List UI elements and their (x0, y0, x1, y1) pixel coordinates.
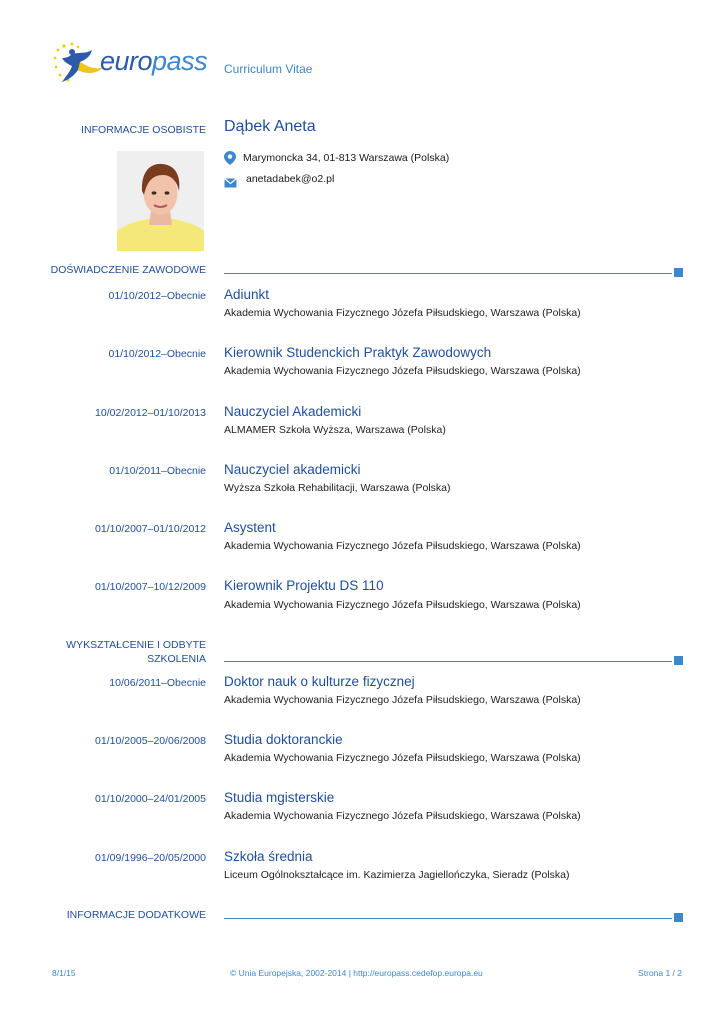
education-label-line-1: WYKSZTAŁCENIE I ODBYTE (66, 639, 206, 651)
avatar (117, 151, 204, 251)
education-org: Akademia Wychowania Fizycznego Józefa Piłsudskiego, Warszawa (Polska) (224, 810, 581, 822)
email-link[interactable]: anetadabek@o2.pl (246, 173, 335, 185)
education-date: 10/06/2011–Obecnie (109, 677, 206, 689)
experience-org: Akademia Wychowania Fizycznego Józefa Piłsudskiego, Warszawa (Polska) (224, 540, 581, 552)
education-org: Akademia Wychowania Fizycznego Józefa Piłsudskiego, Warszawa (Polska) (224, 694, 581, 706)
section-divider (224, 273, 672, 274)
experience-org: Wyższa Szkoła Rehabilitacji, Warszawa (Polska) (224, 482, 451, 494)
europass-logo (50, 40, 210, 88)
education-title: Studia doktoranckie (224, 732, 343, 747)
experience-date: 01/10/2007–10/12/2009 (95, 581, 206, 593)
experience-org: Akademia Wychowania Fizycznego Józefa Piłsudskiego, Warszawa (Polska) (224, 365, 581, 377)
section-divider-marker (674, 268, 683, 277)
experience-org: Akademia Wychowania Fizycznego Józefa Piłsudskiego, Warszawa (Polska) (224, 599, 581, 611)
logo-text-euro: euro (100, 46, 153, 76)
additional-info-section-label: INFORMACJE DODATKOWE (66, 909, 206, 921)
education-date: 01/10/2000–24/01/2005 (95, 793, 206, 805)
experience-title: Adiunkt (224, 287, 270, 302)
education-org: Liceum Ogólnokształcące im. Kazimierza Jagiellończyka, Sieradz (Polska) (224, 869, 570, 881)
experience-section-label: DOŚWIADCZENIE ZAWODOWE (50, 264, 206, 276)
experience-title: Asystent (224, 520, 276, 535)
footer-date: 8/1/15 (52, 968, 76, 978)
experience-date: 10/02/2012–01/10/2013 (95, 407, 206, 419)
education-org: Akademia Wychowania Fizycznego Józefa Piłsudskiego, Warszawa (Polska) (224, 752, 581, 764)
section-divider-marker (674, 656, 683, 665)
education-title: Szkoła średnia (224, 849, 313, 864)
personal-info-section-label: INFORMACJE OSOBISTE (81, 124, 206, 136)
education-label-line-2: SZKOLENIA (147, 653, 206, 665)
section-divider (224, 918, 672, 919)
experience-date: 01/10/2012–Obecnie (108, 290, 206, 302)
experience-date: 01/10/2007–01/10/2012 (95, 523, 206, 535)
experience-date: 01/10/2011–Obecnie (109, 465, 206, 477)
document-title: Curriculum Vitae (224, 62, 313, 76)
experience-title: Nauczyciel akademicki (224, 462, 361, 477)
section-divider (224, 661, 672, 662)
education-section-label (16, 638, 206, 666)
section-divider-marker (674, 913, 683, 922)
location-pin-icon (224, 151, 236, 165)
experience-date: 01/10/2012–Obecnie (108, 348, 206, 360)
experience-title: Kierownik Projektu DS 110 (224, 578, 384, 593)
experience-title: Kierownik Studenckich Praktyk Zawodowych (224, 345, 492, 360)
education-date: 01/10/2005–20/06/2008 (95, 735, 206, 747)
experience-org: ALMAMER Szkoła Wyższa, Warszawa (Polska) (224, 424, 446, 436)
footer-copyright[interactable]: © Unia Europejska, 2002-2014 | http://europass.cedefop.europa.eu (230, 968, 483, 978)
logo-text-pass: pass (152, 46, 208, 76)
education-title: Doktor nauk o kulturze fizycznej (224, 674, 415, 689)
person-name: Dąbek Aneta (224, 118, 316, 135)
email-icon (224, 175, 237, 185)
footer-page-number: Strona 1 / 2 (638, 968, 682, 978)
experience-title: Nauczyciel Akademicki (224, 404, 362, 419)
education-date: 01/09/1996–20/05/2000 (95, 852, 206, 864)
experience-org: Akademia Wychowania Fizycznego Józefa Piłsudskiego, Warszawa (Polska) (224, 307, 581, 319)
education-title: Studia mgisterskie (224, 790, 335, 805)
address-text: Marymoncka 34, 01-813 Warszawa (Polska) (243, 152, 450, 164)
